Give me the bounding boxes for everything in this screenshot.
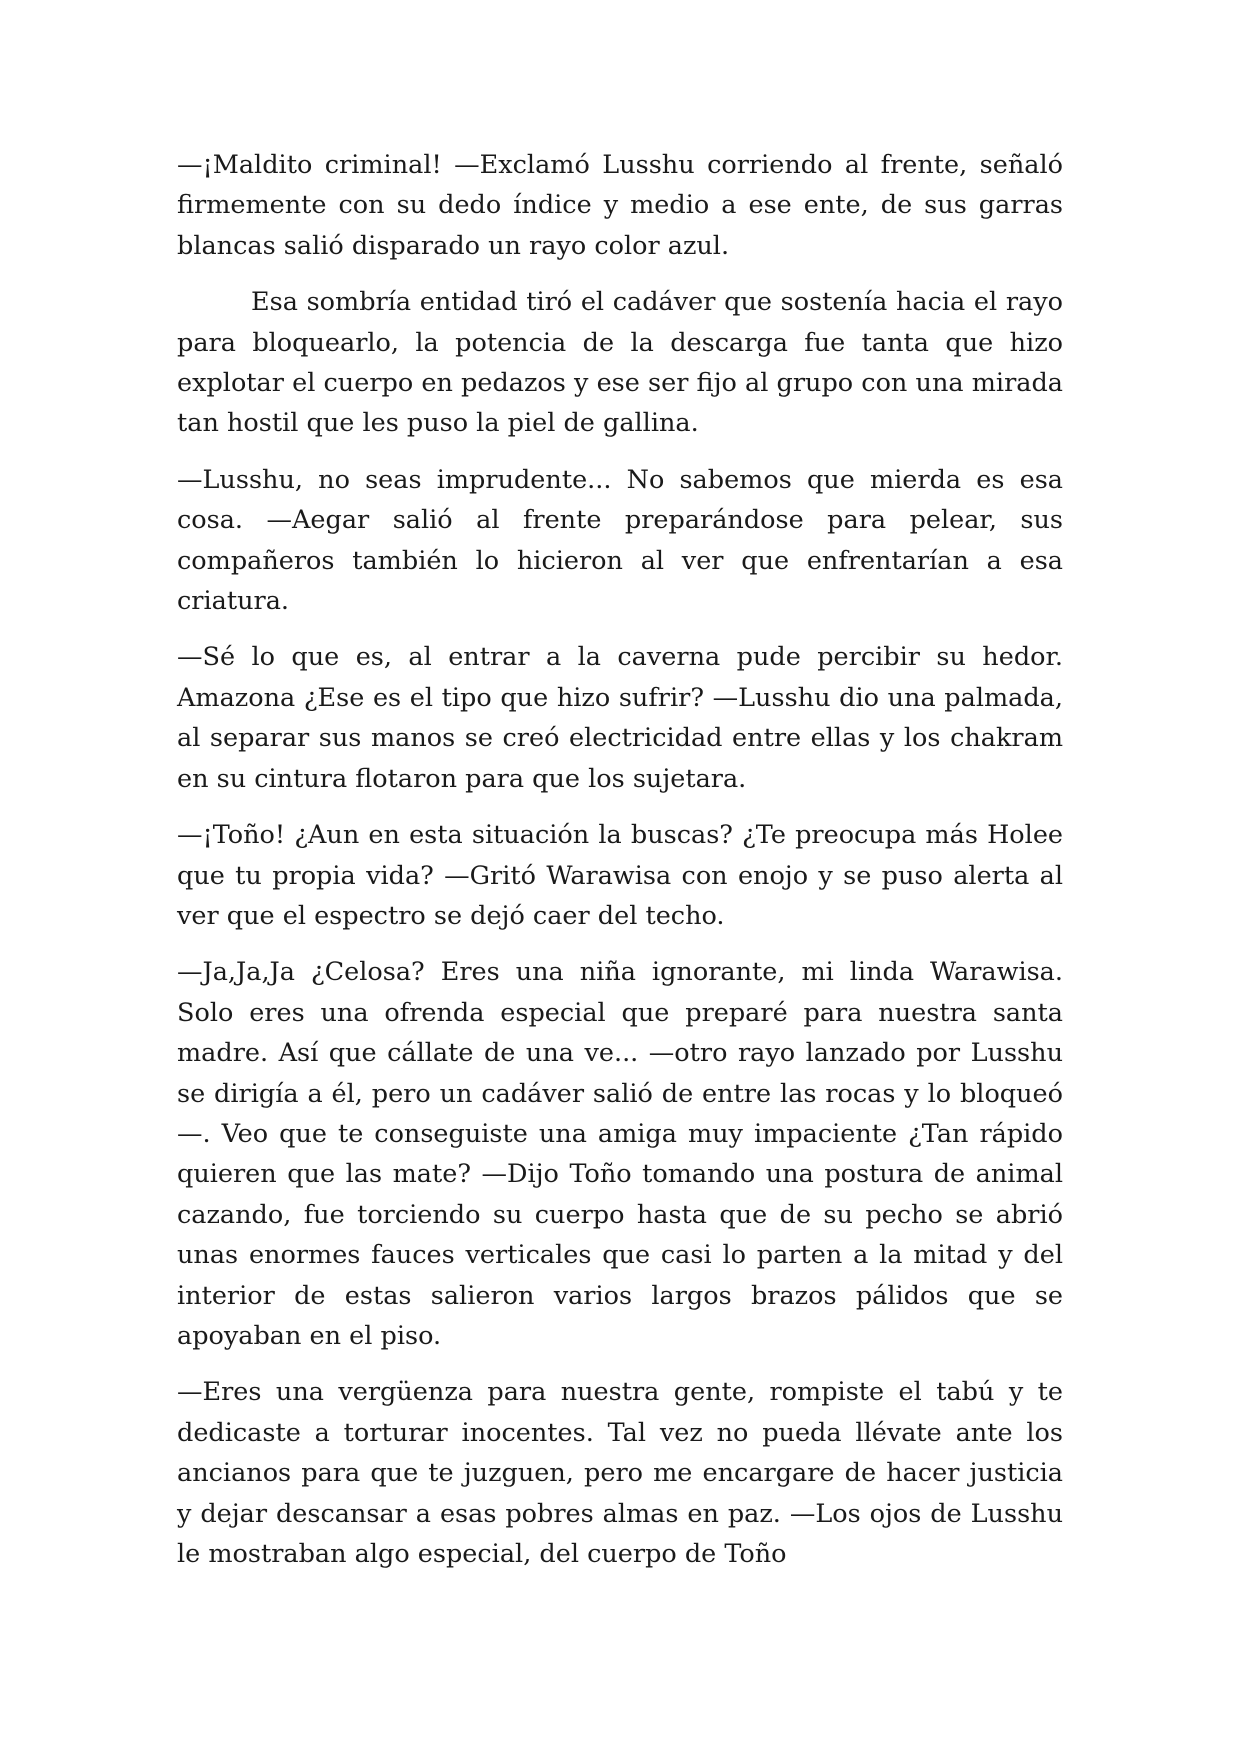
paragraph-5: —¡Toño! ¿Aun en esta situación la buscas? ¿Te preocupa más Holee que tu propia vida? —Gritó Warawisa con enojo y se puso alerta al ver que el espectro se dejó caer del techo. — [177, 820, 1063, 931]
paragraph-2: Esa sombría entidad tiró el cadáver que sostenía hacia el rayo para bloquearlo, la potencia de la descarga fue tanta que hizo explotar el cuerpo en pedazos y ese ser fijo al grupo con una mirada tan hostil que les puso la piel de gallina. — [177, 287, 1063, 439]
paragraph-3: —Lusshu, no seas imprudente... No sabemos que mierda es esa cosa. —Aegar salió al frente preparándose para pelear, sus compañeros también lo hicieron al ver que enfrentarían a esa criatura. — [177, 464, 1063, 617]
document-page — [177, 145, 1063, 1590]
paragraph-1: —¡Maldito criminal! —Exclamó Lusshu corriendo al frente, señaló firmemente con su dedo índice y medio a ese ente, de sus garras blancas salió disparado un rayo color azul. — [177, 150, 1063, 261]
paragraph-4: —Sé lo que es, al entrar a la caverna pude percibir su hedor. Amazona ¿Ese es el tipo que hizo sufrir? —Lusshu dio una palmada, al separar sus manos se creó electricidad entre ellas y los chakram en su cintura flotaron para que los sujetara. — [177, 642, 1063, 794]
paragraph-7: —Eres una vergüenza para nuestra gente, rompiste el tabú y te dedicaste a torturar inocentes. Tal vez no pueda llévate ante los ancianos para que te juzguen, pero me encargare de hacer justicia y dejar descansar a esas pobres almas en paz. —Los ojos de Lusshu le mostraban algo especial, del cuerpo de Toño — [177, 1377, 1063, 1569]
paragraph-6: —Ja,Ja,Ja ¿Celosa? Eres una niña ignorante, mi linda Warawisa. Solo eres una ofrenda especial que preparé para nuestra santa madre. Así que cállate de una ve... —otro rayo lanzado por Lusshu se dirigía a él, pero un cadáver salió de entre las rocas y lo bloqueó—. Veo que te conseguiste una amiga muy impaciente ¿Tan rápido quieren que las mate? —Dijo Toño tomando una postura de animal cazando, fue torciendo su cuerpo hasta que de su pecho se abrió unas enormes fauces verticales que casi lo parten a la mitad y del interior de estas salieron varios largos brazos pálidos que se apoyaban en el piso. — [177, 957, 1063, 1351]
